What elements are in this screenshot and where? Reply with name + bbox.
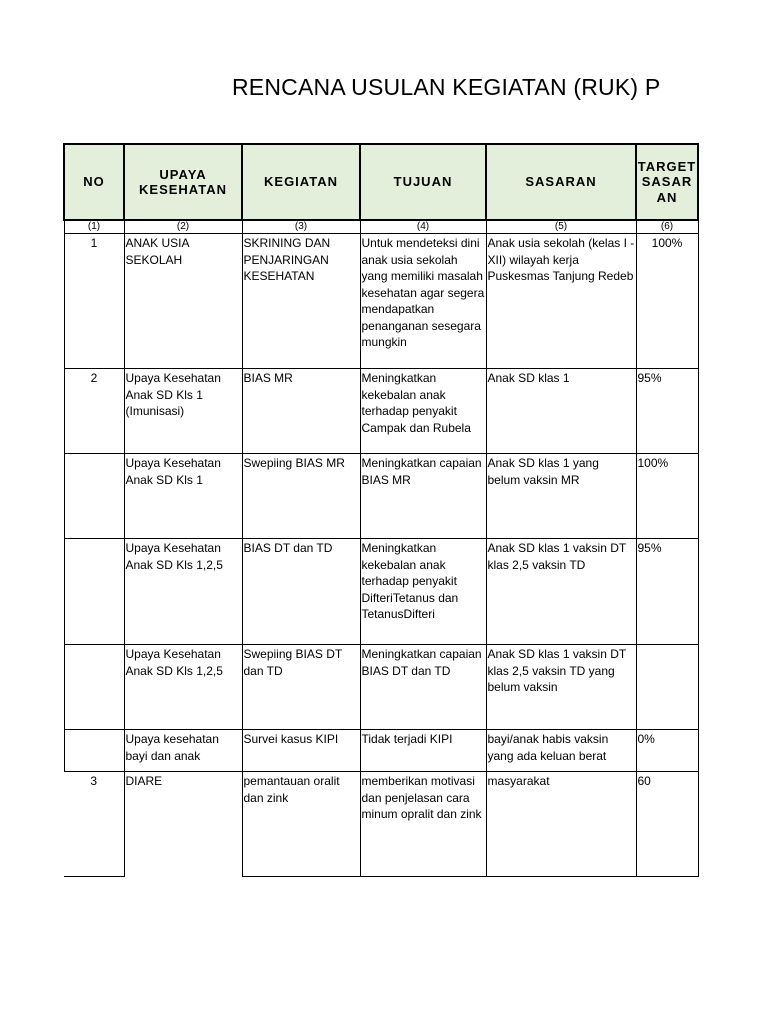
cell-upaya: DIARE xyxy=(124,772,242,877)
cell-kegiatan: Swepiing BIAS DT dan TD xyxy=(242,645,360,730)
cell-kegiatan: pemantauan oralit dan zink xyxy=(242,772,360,877)
cell-sasaran: Anak SD klas 1 vaksin DT klas 2,5 vaksin TD yang belum vaksin xyxy=(486,645,636,730)
ruk-table xyxy=(63,143,699,877)
cell-upaya: Upaya kesehatan bayi dan anak xyxy=(124,730,242,772)
table-row xyxy=(64,369,698,454)
table-row xyxy=(64,539,698,645)
cell-kegiatan: BIAS MR xyxy=(242,369,360,454)
header-tujuan: TUJUAN xyxy=(360,144,486,220)
column-number: (5) xyxy=(486,220,636,234)
table-row xyxy=(64,454,698,539)
cell-tujuan: Meningkatkan capaian BIAS MR xyxy=(360,454,486,539)
cell-target: 100% xyxy=(636,234,698,369)
cell-upaya: Upaya Kesehatan Anak SD Kls 1,2,5 xyxy=(124,645,242,730)
header-kegiatan: KEGIATAN xyxy=(242,144,360,220)
cell-kegiatan: SKRINING DAN PENJARINGAN KESEHATAN xyxy=(242,234,360,369)
column-number: (1) xyxy=(64,220,124,234)
header-no: NO xyxy=(64,144,124,220)
column-number: (3) xyxy=(242,220,360,234)
table-row xyxy=(64,730,698,772)
cell-no xyxy=(64,454,124,539)
cell-upaya: Upaya Kesehatan Anak SD Kls 1,2,5 xyxy=(124,539,242,645)
cell-no: 1 xyxy=(64,234,124,369)
table-row xyxy=(64,234,698,369)
cell-target: 95% xyxy=(636,369,698,454)
cell-sasaran: bayi/anak habis vaksin yang ada keluan berat xyxy=(486,730,636,772)
column-number-row xyxy=(64,220,698,234)
cell-kegiatan: Survei kasus KIPI xyxy=(242,730,360,772)
cell-upaya: Upaya Kesehatan Anak SD Kls 1 xyxy=(124,454,242,539)
cell-tujuan: Meningkatkan kekebalan anak terhadap penyakit Campak dan Rubela xyxy=(360,369,486,454)
cell-tujuan: Untuk mendeteksi dini anak usia sekolah yang memiliki masalah kesehatan agar segera mendapatkan penanganan sesegara mungkin xyxy=(360,234,486,369)
cell-tujuan: memberikan motivasi dan penjelasan cara minum opralit dan zink xyxy=(360,772,486,877)
cell-sasaran: Anak SD klas 1 xyxy=(486,369,636,454)
cell-target: 0% xyxy=(636,730,698,772)
column-number: (6) xyxy=(636,220,698,234)
table-header-row xyxy=(64,144,698,220)
cell-sasaran: Anak usia sekolah (kelas I - XII) wilayah kerja Puskesmas Tanjung Redeb xyxy=(486,234,636,369)
document-title: RENCANA USULAN KEGIATAN (RUK) P xyxy=(232,74,661,100)
cell-sasaran: Anak SD klas 1 vaksin DT klas 2,5 vaksin TD xyxy=(486,539,636,645)
cell-upaya: Upaya Kesehatan Anak SD Kls 1 (Imunisasi) xyxy=(124,369,242,454)
cell-target: 60 xyxy=(636,772,698,877)
cell-upaya: ANAK USIA SEKOLAH xyxy=(124,234,242,369)
column-number: (2) xyxy=(124,220,242,234)
cell-sasaran: Anak SD klas 1 yang belum vaksin MR xyxy=(486,454,636,539)
cell-no: 3 xyxy=(64,772,124,877)
cell-target: 100% xyxy=(636,454,698,539)
cell-kegiatan: BIAS DT dan TD xyxy=(242,539,360,645)
cell-tujuan: Meningkatkan kekebalan anak terhadap penyakit DifteriTetanus dan TetanusDifteri xyxy=(360,539,486,645)
cell-tujuan: Tidak terjadi KIPI xyxy=(360,730,486,772)
cell-no: 2 xyxy=(64,369,124,454)
cell-no xyxy=(64,730,124,772)
cell-target: 95% xyxy=(636,539,698,645)
cell-tujuan: Meningkatkan capaian BIAS DT dan TD xyxy=(360,645,486,730)
header-target-sasaran: TARGET SASAR AN xyxy=(636,144,698,220)
cell-kegiatan: Swepiing BIAS MR xyxy=(242,454,360,539)
header-upaya-kesehatan: UPAYA KESEHATAN xyxy=(124,144,242,220)
table-row xyxy=(64,645,698,730)
cell-target xyxy=(636,645,698,730)
cell-sasaran: masyarakat xyxy=(486,772,636,877)
cell-no xyxy=(64,645,124,730)
cell-no xyxy=(64,539,124,645)
header-sasaran: SASARAN xyxy=(486,144,636,220)
table-row xyxy=(64,772,698,877)
column-number: (4) xyxy=(360,220,486,234)
